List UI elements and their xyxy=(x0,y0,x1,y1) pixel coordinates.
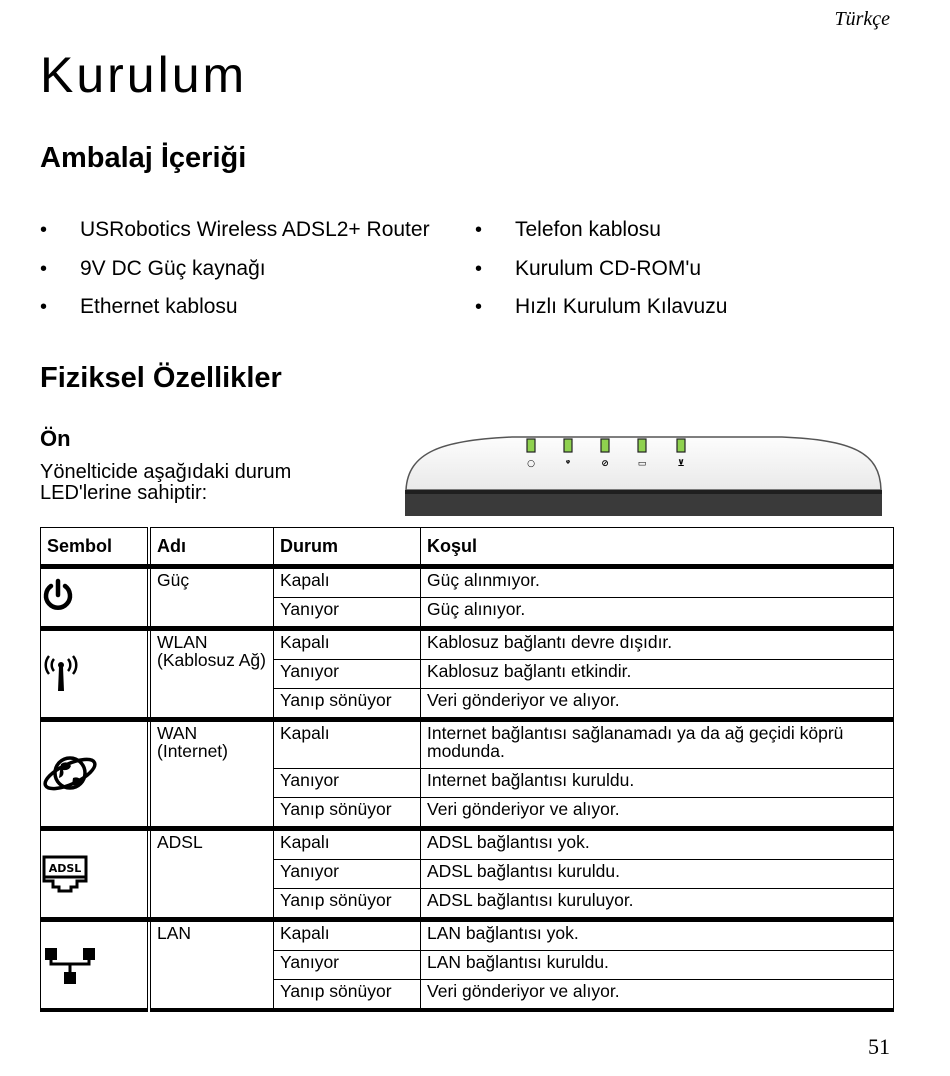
package-item-label: USRobotics Wireless ADSL2+ Router xyxy=(80,218,430,241)
led-condition: Kablosuz bağlantı devre dışıdır. xyxy=(421,629,894,660)
col-header-condition: Koşul xyxy=(421,528,894,567)
package-item-label: Kurulum CD-ROM'u xyxy=(515,256,702,280)
led-name: WAN (Internet) xyxy=(149,720,274,829)
led-status: Yanıyor xyxy=(274,660,421,689)
package-item-label: Telefon kablosu xyxy=(515,218,661,241)
led-name: WLAN (Kablosuz Ağ) xyxy=(149,629,274,720)
col-header-status: Durum xyxy=(274,528,421,567)
led-status: Yanıyor xyxy=(274,860,421,889)
lan-network-icon xyxy=(41,920,150,1011)
router-led xyxy=(677,439,685,452)
page-number: 51 xyxy=(868,1034,890,1059)
led-status: Yanıp sönüyor xyxy=(274,889,421,920)
led-status: Yanıp sönüyor xyxy=(274,689,421,720)
router-led xyxy=(527,439,535,452)
internet-globe-icon xyxy=(41,720,150,829)
led-status-table xyxy=(40,527,894,1012)
page-title: Kurulum xyxy=(40,47,248,103)
adsl-icon-label: ADSL xyxy=(48,861,82,875)
table-row xyxy=(41,720,894,769)
router-led-symbol: ᵠ xyxy=(565,459,571,469)
col-header-symbol: Sembol xyxy=(41,528,150,567)
led-condition: Internet bağlantısı sağlanamadı ya da ağ geçidi köprü modunda. xyxy=(421,720,894,769)
router-led xyxy=(564,439,572,452)
bullet-icon: • xyxy=(40,219,48,241)
physical-features-heading: Fiziksel Özellikler xyxy=(40,362,282,394)
led-status: Yanıp sönüyor xyxy=(274,798,421,829)
bullet-icon: • xyxy=(40,296,48,318)
led-condition: Veri gönderiyor ve alıyor. xyxy=(421,689,894,720)
router-led-symbol: ○ xyxy=(527,459,535,469)
led-condition: ADSL bağlantısı kuruldu. xyxy=(421,860,894,889)
adsl-port-icon xyxy=(41,829,150,920)
led-condition: Veri gönderiyor ve alıyor. xyxy=(421,980,894,1011)
led-name: LAN xyxy=(149,920,274,1011)
router-led xyxy=(601,439,609,452)
front-heading: Ön xyxy=(40,426,71,451)
wireless-icon xyxy=(41,629,150,720)
bullet-icon: • xyxy=(40,257,48,280)
led-status: Kapalı xyxy=(274,920,421,951)
language-label: Türkçe xyxy=(834,8,890,30)
bullet-icon: • xyxy=(475,296,483,318)
table-row xyxy=(41,920,894,951)
package-item-label: 9V DC Güç kaynağı xyxy=(80,256,266,280)
led-status: Yanıp sönüyor xyxy=(274,980,421,1011)
bullet-icon: • xyxy=(475,219,483,241)
router-led-symbol: ⊘ xyxy=(601,459,609,469)
router-led xyxy=(638,439,646,452)
package-item-label: Ethernet kablosu xyxy=(80,295,238,318)
led-status: Kapalı xyxy=(274,629,421,660)
power-icon xyxy=(41,567,150,629)
led-condition: Güç alınıyor. xyxy=(421,598,894,629)
led-name: Güç xyxy=(149,567,274,629)
router-front-illustration xyxy=(402,434,884,518)
led-status: Yanıyor xyxy=(274,951,421,980)
table-row xyxy=(41,567,894,598)
table-row xyxy=(41,629,894,660)
led-status: Yanıyor xyxy=(274,769,421,798)
led-condition: LAN bağlantısı yok. xyxy=(421,920,894,951)
led-condition: Kablosuz bağlantı etkindir. xyxy=(421,660,894,689)
led-condition: ADSL bağlantısı yok. xyxy=(421,829,894,860)
led-condition: LAN bağlantısı kuruldu. xyxy=(421,951,894,980)
led-condition: Veri gönderiyor ve alıyor. xyxy=(421,798,894,829)
col-header-name: Adı xyxy=(149,528,274,567)
router-led-symbol: ▭ xyxy=(637,459,647,469)
table-row xyxy=(41,829,894,860)
led-condition: ADSL bağlantısı kuruluyor. xyxy=(421,889,894,920)
front-intro-text: Yönelticide aşağıdaki durum LED'lerine sahiptir: xyxy=(40,461,292,504)
led-condition: Güç alınmıyor. xyxy=(421,567,894,598)
led-status: Kapalı xyxy=(274,720,421,769)
package-item-label: Hızlı Kurulum Kılavuzu xyxy=(515,295,728,318)
package-contents-heading: Ambalaj İçeriği xyxy=(40,142,247,174)
led-condition: Internet bağlantısı kuruldu. xyxy=(421,769,894,798)
led-status: Kapalı xyxy=(274,567,421,598)
led-status: Yanıyor xyxy=(274,598,421,629)
router-led-symbol: ⊻ xyxy=(677,459,685,469)
led-status: Kapalı xyxy=(274,829,421,860)
bullet-icon: • xyxy=(475,257,483,280)
led-name: ADSL xyxy=(149,829,274,920)
